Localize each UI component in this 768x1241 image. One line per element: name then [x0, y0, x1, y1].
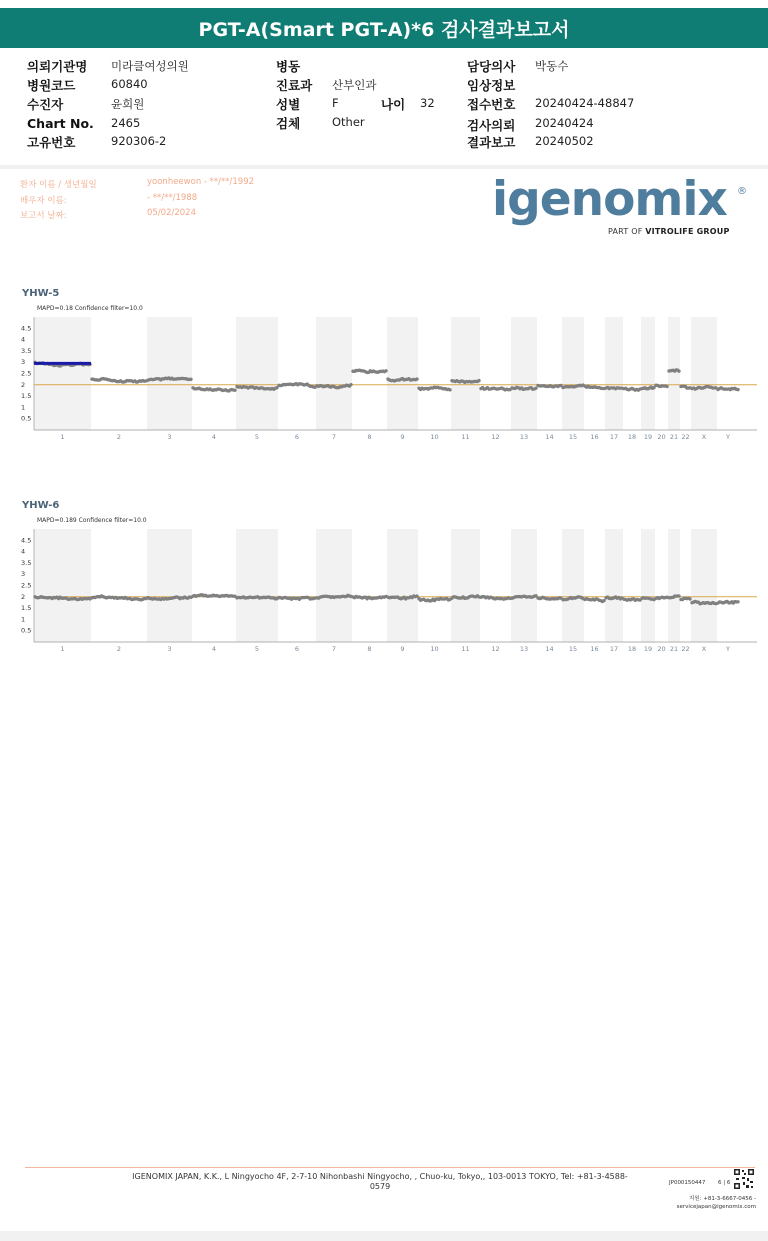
chart-note-yhw6: MAPD=0.189 Confidence filter=10.0 — [37, 517, 147, 524]
chromosome-band — [562, 317, 584, 430]
x-tick-label: 3 — [167, 645, 172, 653]
chromosome-band — [147, 529, 192, 642]
x-tick-label: X — [701, 645, 707, 653]
chromosome-band — [387, 317, 418, 430]
cnv-point — [189, 378, 192, 381]
x-tick-label: 9 — [400, 645, 405, 653]
chromosome-band — [641, 529, 655, 642]
chromosome-band — [641, 317, 655, 430]
y-tick-label: 1.5 — [21, 604, 32, 613]
logo-wordmark: igenomix — [492, 172, 727, 227]
x-tick-label: X — [701, 433, 707, 441]
doctor-value: 박동수 — [535, 59, 569, 73]
report-date-label: 결과보고 — [467, 135, 516, 150]
department-label: 진료과 — [276, 78, 313, 93]
y-tick-label: 3 — [21, 570, 26, 579]
report-date-info-value: 05/02/2024 — [147, 208, 196, 218]
y-tick-label: 4 — [21, 547, 26, 556]
segment-6 — [277, 382, 316, 389]
x-tick-label: 6 — [294, 645, 300, 653]
chromosome-band — [605, 529, 623, 642]
x-tick-label: 22 — [681, 433, 690, 441]
segment-10 — [417, 385, 451, 391]
cnv-point — [677, 594, 680, 597]
sex-value: F — [332, 96, 339, 110]
cnv-chart-yhw6 — [0, 524, 768, 654]
spouse-value: - **/**/1988 — [147, 193, 198, 203]
chromosome-band — [387, 529, 418, 642]
registered-mark: ® — [737, 186, 747, 197]
chromosome-band — [668, 317, 680, 430]
y-tick-label: 4 — [21, 335, 26, 344]
chromosome-band — [236, 317, 278, 430]
segment-4 — [191, 386, 236, 393]
segment-Y — [716, 386, 739, 391]
department-value: 산부인과 — [332, 78, 377, 92]
segment-8 — [351, 368, 387, 374]
chromosome-band — [316, 317, 352, 430]
chromosome-band — [147, 317, 192, 430]
x-tick-label: 11 — [461, 645, 470, 653]
y-tick-label: 0.5 — [21, 414, 32, 423]
x-tick-label: 10 — [430, 645, 439, 653]
footer-doc-code: JP000150447 — [669, 1180, 706, 1186]
separator-band — [0, 165, 768, 169]
institution-value: 미라클여성의원 — [111, 59, 189, 73]
x-tick-label: 14 — [545, 433, 554, 441]
segment-12 — [479, 386, 511, 392]
chromosome-band — [34, 317, 91, 430]
x-tick-label: 15 — [568, 645, 578, 653]
specimen-label: 검체 — [276, 116, 301, 131]
x-tick-label: 5 — [254, 645, 260, 653]
x-tick-label: 15 — [568, 433, 578, 441]
cnv-point — [233, 389, 236, 392]
y-tick-label: 2 — [21, 380, 26, 389]
institution-label: 의뢰기관명 — [27, 59, 88, 74]
x-tick-label: 19 — [643, 645, 653, 653]
segment-20 — [654, 595, 668, 600]
y-tick-label: 2.5 — [21, 369, 32, 378]
chromosome-band — [511, 317, 537, 430]
x-tick-label: 14 — [545, 645, 554, 653]
chart-title-yhw6: YHW-6 — [22, 500, 60, 511]
y-tick-label: 3 — [21, 358, 26, 367]
y-tick-label: 2.5 — [21, 581, 32, 590]
x-tick-label: 17 — [609, 433, 619, 441]
footer-contact — [660, 1195, 756, 1211]
x-tick-label: 6 — [294, 433, 300, 441]
x-tick-label: 17 — [609, 645, 619, 653]
specimen-value: Other — [332, 115, 365, 129]
segment-2 — [90, 594, 147, 601]
clinical-label: 임상정보 — [467, 78, 516, 93]
x-tick-label: 21 — [669, 645, 679, 653]
recipient-label: 수진자 — [27, 97, 64, 112]
qr-code-icon — [734, 1169, 754, 1189]
segment-16 — [583, 384, 605, 390]
x-tick-label: 11 — [461, 433, 470, 441]
x-tick-label: 18 — [627, 645, 637, 653]
chromosome-band — [236, 529, 278, 642]
hospital-code-label: 병원코드 — [27, 78, 76, 93]
hospital-code-value: 60840 — [111, 77, 148, 91]
x-tick-label: 7 — [331, 433, 337, 441]
x-tick-label: 7 — [331, 645, 337, 653]
chromosome-band — [451, 317, 480, 430]
cnv-point — [415, 377, 418, 380]
y-tick-label: 4.5 — [21, 324, 32, 333]
cnv-point — [677, 369, 680, 372]
footer-page-number: 6 | 6 — [718, 1180, 731, 1186]
segment-20 — [654, 383, 668, 388]
y-tick-label: 3.5 — [21, 558, 32, 567]
segment-12 — [479, 595, 511, 601]
x-tick-label: Y — [726, 433, 730, 441]
ward-label: 병동 — [276, 59, 301, 74]
x-tick-label: 4 — [211, 645, 217, 653]
y-tick-label: 3.5 — [21, 346, 32, 355]
segment-14 — [536, 384, 562, 389]
unique-no-value: 920306-2 — [111, 134, 167, 148]
chromosome-band — [605, 317, 623, 430]
footer-address: IGENOMIX JAPAN, K.K., L Ningyocho 4F, 2-7-10 Nihonbashi Ningyocho, , Chuo-ku, Tokyo,, 103-0013 TOKYO, Tel: +81-3-4588-0579 — [132, 1172, 628, 1191]
y-tick-label: 2 — [21, 592, 26, 601]
x-tick-label: 10 — [430, 433, 439, 441]
x-tick-label: 21 — [669, 433, 679, 441]
patient-name-label: 환자 이름 / 생년월일 — [20, 180, 97, 190]
sex-label: 성별 — [276, 97, 301, 112]
doctor-label: 담당의사 — [467, 59, 516, 74]
request-date-label: 검사의뢰 — [467, 118, 516, 133]
x-tick-label: 8 — [367, 433, 372, 441]
x-tick-label: 9 — [400, 433, 405, 441]
spouse-label: 배우자 이름: — [20, 196, 67, 206]
igenomix-logo — [492, 172, 727, 227]
chromosome-band — [691, 529, 717, 642]
chromosome-band — [316, 529, 352, 642]
x-tick-label: 13 — [519, 433, 529, 441]
cnv-point — [602, 599, 605, 602]
cnv-point — [665, 385, 668, 388]
footer-contact-email: servicejapan@igenomix.com — [676, 1204, 756, 1210]
y-tick-label: 1.5 — [21, 392, 32, 401]
receipt-no-label: 접수번호 — [467, 97, 516, 112]
x-tick-label: 18 — [627, 433, 637, 441]
x-tick-label: 16 — [590, 433, 599, 441]
logo-sub-brand: VITROLIFE GROUP — [645, 227, 730, 236]
footer-divider — [25, 1167, 755, 1168]
segment-18 — [622, 597, 641, 602]
chart-no-label: Chart No. — [27, 116, 94, 131]
x-tick-label: 5 — [254, 433, 260, 441]
x-tick-label: 12 — [491, 645, 500, 653]
x-tick-label: 3 — [167, 433, 172, 441]
segment-Y — [716, 600, 739, 605]
segment-4 — [191, 593, 236, 598]
y-tick-label: 1 — [21, 403, 26, 412]
x-tick-label: 13 — [519, 645, 529, 653]
age-label: 나이 — [381, 97, 406, 112]
chromosome-band — [691, 317, 717, 430]
y-tick-label: 0.5 — [21, 626, 32, 635]
cnv-point — [736, 388, 739, 391]
chart-note-yhw5: MAPD=0.18 Confidence filter=10.0 — [37, 305, 143, 312]
segment-8 — [351, 595, 387, 601]
segment-10 — [417, 597, 451, 603]
chromosome-band — [34, 529, 91, 642]
logo-subtitle — [608, 227, 730, 236]
segment-2 — [90, 377, 147, 384]
chart-no-value: 2465 — [111, 116, 141, 130]
age-value: 32 — [420, 96, 435, 110]
y-tick-label: 1 — [21, 615, 26, 624]
cnv-point — [349, 383, 352, 386]
recipient-value: 윤희원 — [111, 97, 145, 111]
cnv-point — [448, 388, 451, 391]
x-tick-label: 2 — [116, 645, 122, 653]
chromosome-band — [451, 529, 480, 642]
footer-contact-phone: 지원: +81-3-6667-0456 - — [688, 1196, 756, 1202]
bottom-band — [0, 1231, 768, 1241]
cnv-point — [688, 597, 691, 600]
x-tick-label: 20 — [657, 645, 666, 653]
cnv-chart-yhw5 — [0, 312, 768, 442]
x-tick-label: 4 — [211, 433, 217, 441]
patient-name-value: yoonheewon - **/**/1992 — [147, 177, 255, 187]
receipt-no-value: 20240424-48847 — [535, 96, 635, 110]
x-tick-label: 12 — [491, 433, 500, 441]
chart-title-yhw5: YHW-5 — [22, 288, 60, 299]
x-tick-label: 19 — [643, 433, 653, 441]
x-tick-label: Y — [726, 645, 730, 653]
x-tick-label: 2 — [116, 433, 122, 441]
x-tick-label: 22 — [681, 645, 690, 653]
chromosome-band — [668, 529, 680, 642]
report-date-info-label: 보고서 날짜: — [20, 211, 67, 221]
request-date-value: 20240424 — [535, 116, 594, 130]
x-tick-label: 1 — [60, 645, 65, 653]
segment-16 — [583, 597, 605, 603]
cnv-point — [534, 386, 537, 389]
report-title: PGT-A(Smart PGT-A)*6 검사결과보고서 — [0, 8, 768, 48]
cnv-point — [384, 369, 387, 372]
x-tick-label: 8 — [367, 645, 372, 653]
cnv-point — [736, 600, 739, 603]
y-tick-label: 4.5 — [21, 536, 32, 545]
chromosome-band — [562, 529, 584, 642]
x-tick-label: 1 — [60, 433, 65, 441]
report-date-value: 20240502 — [535, 134, 594, 148]
x-tick-label: 16 — [590, 645, 599, 653]
chromosome-band — [511, 529, 537, 642]
cnv-point — [477, 379, 480, 382]
segment-18 — [622, 387, 641, 392]
x-tick-label: 20 — [657, 433, 666, 441]
logo-sub-prefix: PART OF — [608, 227, 643, 236]
unique-no-label: 고유번호 — [27, 135, 76, 150]
